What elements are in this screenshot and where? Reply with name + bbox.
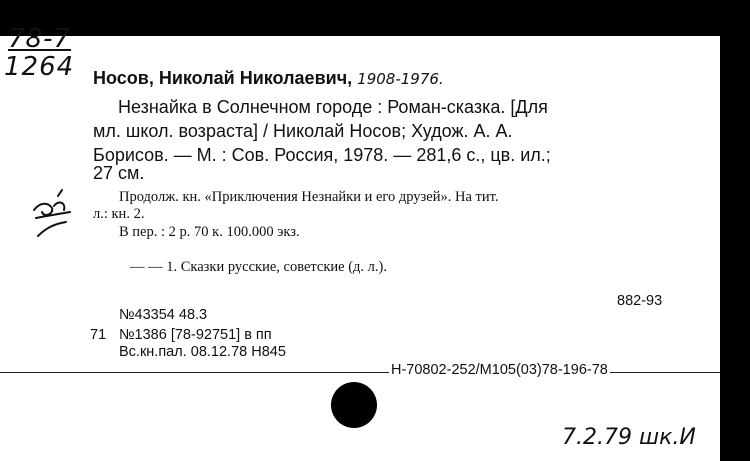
note-line-1: Продолж. кн. «Приключения Незнайки и его друзей». На тит. [119, 189, 499, 205]
title-line-2: мл. школ. возраста] / Николай Носов; Худож. А. А. [93, 121, 513, 141]
reg-line-1: №43354 48.3 [119, 307, 208, 323]
note-line-2: л.: кн. 2. [93, 206, 145, 222]
title-line-3: Борисов. — М. : Сов. Россия, 1978. — 281,6 с., цв. ил.; [93, 145, 551, 165]
author-heading [93, 68, 444, 89]
author-dates: 1908-1976. [357, 70, 444, 88]
publisher-code: Н-70802-252/М105(03)78-196-78 [391, 362, 608, 378]
subject-line: — — 1. Сказки русские, советские (д. л.). [130, 259, 387, 275]
handwritten-date: 7.2.79 шк.И [562, 425, 696, 450]
title-line-1: Незнайка в Солнечном городе : Роман-сказка. [Для [118, 97, 548, 117]
title-line-4: 27 см. [93, 163, 145, 183]
punch-hole [331, 382, 377, 428]
reg-prefix: 71 [90, 327, 107, 343]
author-name: Носов, Николай Николаевич, [93, 68, 353, 88]
handwritten-mark-icon [28, 188, 78, 244]
udc-number: 882-93 [617, 293, 663, 309]
price-line: В пер. : 2 р. 70 к. 100.000 экз. [119, 224, 300, 240]
call-number-bottom: 1264 [4, 52, 75, 82]
bottom-rule [0, 372, 720, 373]
call-number-top: 78-7 [8, 24, 72, 54]
reg-line-2: №1386 [78-92751] в пп [119, 327, 272, 343]
reg-line-3: Вс.кн.пал. 08.12.78 Н845 [119, 344, 286, 360]
